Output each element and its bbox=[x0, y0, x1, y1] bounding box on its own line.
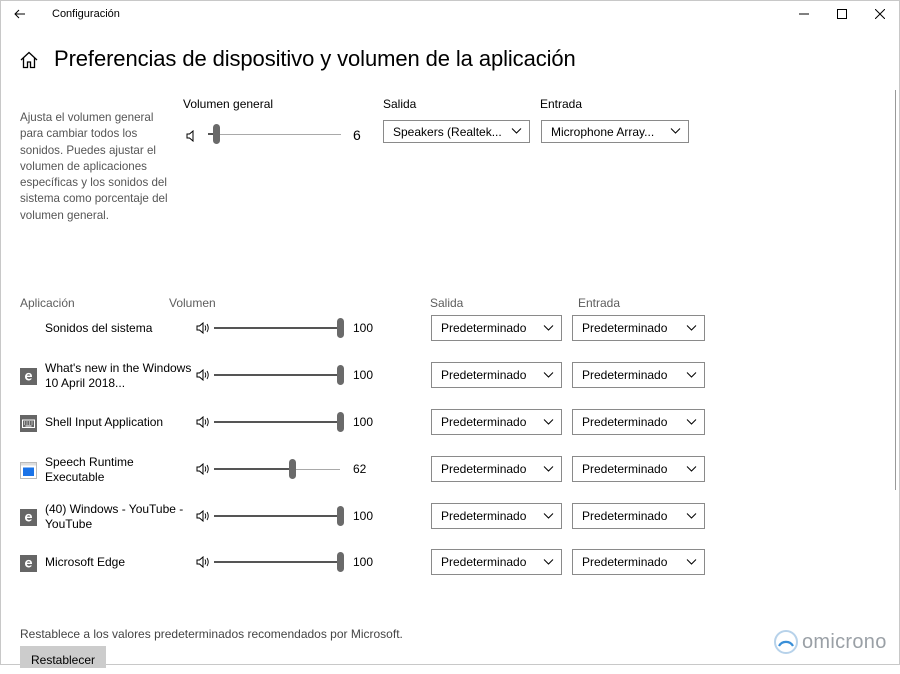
home-icon[interactable] bbox=[19, 50, 39, 70]
chevron-down-icon bbox=[686, 371, 697, 379]
master-description: Ajusta el volumen general para cambiar todos los sonidos. Puedes ajustar el volumen de aplicaciones específicas y los sonidos del sistema como porcentaje del volumen general. bbox=[20, 111, 168, 222]
edge-icon bbox=[20, 509, 37, 526]
chevron-down-icon bbox=[543, 465, 554, 473]
app-output-value: Predeterminado bbox=[441, 415, 527, 429]
keyboard-icon bbox=[20, 415, 37, 432]
app-volume-slider[interactable] bbox=[214, 422, 340, 423]
page-title: Preferencias de dispositivo y volumen de la aplicación bbox=[54, 46, 576, 71]
reset-button[interactable]: Restablecer bbox=[20, 646, 106, 668]
app-volume-value: 100 bbox=[353, 555, 374, 569]
chevron-down-icon bbox=[511, 127, 522, 135]
chevron-down-icon bbox=[543, 324, 554, 332]
app-volume-thumb[interactable] bbox=[337, 365, 344, 385]
app-output-dropdown[interactable] bbox=[431, 362, 562, 388]
edge-icon bbox=[20, 368, 37, 385]
app-volume-value: 100 bbox=[353, 321, 374, 335]
edge-icon bbox=[20, 555, 37, 572]
app-output-value: Predeterminado bbox=[441, 368, 527, 382]
back-arrow-icon bbox=[14, 9, 26, 19]
watermark-text: omicrono bbox=[802, 630, 887, 653]
app-input-value: Predeterminado bbox=[582, 462, 668, 476]
app-volume-thumb[interactable] bbox=[337, 552, 344, 572]
master-output-value: Speakers (Realtek... bbox=[393, 125, 502, 139]
app-output-value: Predeterminado bbox=[441, 509, 527, 523]
chevron-down-icon bbox=[543, 418, 554, 426]
app-input-value: Predeterminado bbox=[582, 368, 668, 382]
app-name: Sonidos del sistema bbox=[45, 321, 153, 335]
title-bar bbox=[0, 0, 900, 30]
maximize-icon bbox=[837, 9, 847, 19]
window-icon bbox=[20, 462, 37, 479]
close-button[interactable] bbox=[862, 0, 898, 28]
minimize-button[interactable] bbox=[786, 0, 822, 28]
master-output-dropdown[interactable] bbox=[383, 120, 530, 143]
app-name: Shell Input Application bbox=[45, 415, 164, 429]
app-name: Microsoft Edge bbox=[45, 555, 126, 569]
app-input-dropdown[interactable] bbox=[572, 409, 705, 435]
speaker-icon[interactable] bbox=[196, 556, 210, 568]
speaker-icon[interactable] bbox=[196, 416, 210, 428]
app-volume-fill bbox=[214, 374, 340, 376]
master-volume-label: Volumen general bbox=[183, 97, 274, 111]
app-output-dropdown[interactable] bbox=[431, 409, 562, 435]
minimize-icon bbox=[799, 9, 809, 19]
app-name: (40) Windows - YouTube - YouTube bbox=[45, 502, 184, 531]
app-volume-fill bbox=[214, 468, 292, 470]
app-volume-fill bbox=[214, 327, 340, 329]
speaker-icon[interactable] bbox=[196, 322, 210, 334]
header-output: Salida bbox=[430, 296, 464, 310]
app-volume-fill bbox=[214, 561, 340, 563]
chevron-down-icon bbox=[686, 418, 697, 426]
chevron-down-icon bbox=[686, 324, 697, 332]
header-app: Aplicación bbox=[20, 296, 75, 310]
app-volume-fill bbox=[214, 421, 340, 423]
speaker-icon[interactable] bbox=[186, 130, 200, 142]
master-input-value: Microphone Array... bbox=[551, 125, 655, 139]
master-output-label: Salida bbox=[383, 97, 417, 111]
app-volume-slider[interactable] bbox=[214, 469, 340, 470]
chevron-down-icon bbox=[543, 558, 554, 566]
app-input-value: Predeterminado bbox=[582, 509, 668, 523]
app-input-value: Predeterminado bbox=[582, 555, 668, 569]
app-input-dropdown[interactable] bbox=[572, 503, 705, 529]
app-output-dropdown[interactable] bbox=[431, 456, 562, 482]
close-icon bbox=[875, 9, 885, 19]
app-volume-thumb[interactable] bbox=[337, 412, 344, 432]
master-volume-slider[interactable] bbox=[208, 134, 341, 135]
watermark bbox=[773, 625, 887, 659]
app-input-dropdown[interactable] bbox=[572, 549, 705, 575]
chevron-down-icon bbox=[543, 512, 554, 520]
speaker-icon[interactable] bbox=[196, 463, 210, 475]
chevron-down-icon bbox=[686, 512, 697, 520]
app-output-dropdown[interactable] bbox=[431, 315, 562, 341]
app-input-value: Predeterminado bbox=[582, 321, 668, 335]
app-volume-value: 100 bbox=[353, 415, 374, 429]
master-volume-thumb[interactable] bbox=[213, 124, 220, 144]
app-output-dropdown[interactable] bbox=[431, 503, 562, 529]
app-volume-slider[interactable] bbox=[214, 562, 340, 563]
app-volume-value: 62 bbox=[353, 462, 367, 476]
app-volume-thumb[interactable] bbox=[337, 506, 344, 526]
app-input-value: Predeterminado bbox=[582, 415, 668, 429]
maximize-button[interactable] bbox=[824, 0, 860, 28]
app-volume-thumb[interactable] bbox=[289, 459, 296, 479]
speaker-icon[interactable] bbox=[196, 510, 210, 522]
app-volume-thumb[interactable] bbox=[337, 318, 344, 338]
app-input-dropdown[interactable] bbox=[572, 315, 705, 341]
app-output-value: Predeterminado bbox=[441, 462, 527, 476]
app-name: What's new in the Windows 10 April 2018... bbox=[45, 361, 192, 390]
scrollbar[interactable] bbox=[895, 90, 896, 490]
window-title: Configuración bbox=[52, 8, 120, 20]
chevron-down-icon bbox=[686, 558, 697, 566]
app-output-value: Predeterminado bbox=[441, 555, 527, 569]
master-input-dropdown[interactable] bbox=[541, 120, 689, 143]
app-volume-value: 100 bbox=[353, 368, 374, 382]
footer-text: Restablece a los valores predeterminados recomendados por Microsoft. bbox=[20, 627, 403, 641]
back-button[interactable] bbox=[4, 0, 36, 28]
chevron-down-icon bbox=[543, 371, 554, 379]
speaker-icon[interactable] bbox=[196, 369, 210, 381]
master-input-label: Entrada bbox=[540, 97, 583, 111]
chevron-down-icon bbox=[686, 465, 697, 473]
master-volume-value: 6 bbox=[353, 127, 361, 143]
header-volume: Volumen bbox=[169, 296, 216, 310]
app-volume-slider[interactable] bbox=[214, 516, 340, 517]
app-name: Speech Runtime Executable bbox=[45, 455, 134, 484]
chevron-down-icon bbox=[670, 127, 681, 135]
app-volume-value: 100 bbox=[353, 509, 374, 523]
app-input-dropdown[interactable] bbox=[572, 456, 705, 482]
header-input: Entrada bbox=[578, 296, 621, 310]
app-volume-slider[interactable] bbox=[214, 328, 340, 329]
omicrono-logo-icon bbox=[773, 629, 799, 655]
app-input-dropdown[interactable] bbox=[572, 362, 705, 388]
app-output-dropdown[interactable] bbox=[431, 549, 562, 575]
app-volume-fill bbox=[214, 515, 340, 517]
app-output-value: Predeterminado bbox=[441, 321, 527, 335]
app-volume-slider[interactable] bbox=[214, 375, 340, 376]
